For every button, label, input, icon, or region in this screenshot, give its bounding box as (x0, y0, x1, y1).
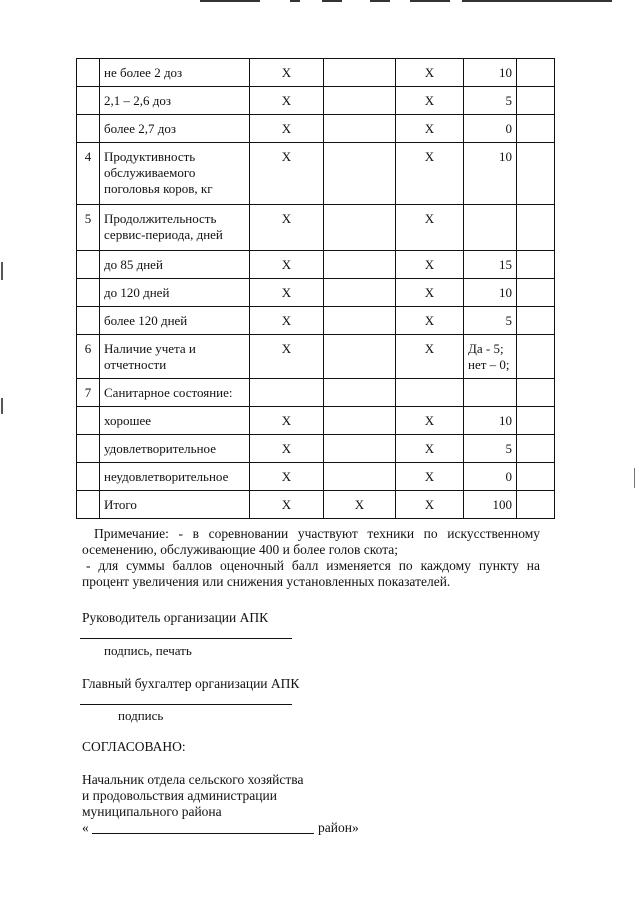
left-scan-mark-2 (1, 398, 3, 414)
mark-col-1 (250, 379, 324, 407)
score-cell: 5 (464, 307, 517, 335)
mark-col-1: Х (250, 251, 324, 279)
score-cell: 10 (464, 279, 517, 307)
mark-col-2 (324, 87, 396, 115)
score-cell: 10 (464, 407, 517, 435)
extra-cell (517, 335, 555, 379)
extra-cell (517, 435, 555, 463)
mark-col-2 (324, 435, 396, 463)
extra-cell (517, 491, 555, 519)
head-signature-line (80, 638, 292, 639)
mark-col-3: Х (396, 463, 464, 491)
score-cell: 10 (464, 143, 517, 205)
approved-heading: СОГЛАСОВАНО: (82, 739, 186, 754)
chief-line-1: Начальник отдела сельского хозяйства (82, 772, 304, 787)
mark-col-3: Х (396, 251, 464, 279)
mark-col-1: Х (250, 407, 324, 435)
open-quote: « (82, 820, 89, 835)
score-cell: 10 (464, 59, 517, 87)
criteria-table (76, 58, 555, 519)
score-cell (464, 379, 517, 407)
row-label: хорошее (100, 407, 250, 435)
mark-col-1: Х (250, 435, 324, 463)
accountant-signature-line (80, 704, 292, 705)
row-label: не более 2 доз (100, 59, 250, 87)
row-number (77, 491, 100, 519)
row-label: неудовлетворительное (100, 463, 250, 491)
mark-col-3: Х (396, 307, 464, 335)
note-line-2: - для суммы баллов оценочный балл изменяется по каждому пункту на процент увеличения или снижения установленных показателей. (82, 558, 540, 589)
chief-line-3: муниципального района (82, 804, 222, 819)
table-row (77, 251, 555, 279)
extra-cell (517, 307, 555, 335)
table-row (77, 379, 555, 407)
mark-col-3: Х (396, 143, 464, 205)
mark-col-1: Х (250, 205, 324, 251)
mark-col-3: Х (396, 491, 464, 519)
table-row (77, 279, 555, 307)
table-row (77, 435, 555, 463)
table-row (77, 491, 555, 519)
score-cell: 0 (464, 463, 517, 491)
mark-col-2 (324, 335, 396, 379)
district-line (92, 833, 314, 834)
mark-col-1: Х (250, 463, 324, 491)
row-label: удовлетворительное (100, 435, 250, 463)
top-scan-mark (200, 0, 620, 3)
mark-col-2 (324, 407, 396, 435)
score-cell: Да - 5; нет – 0; (464, 335, 517, 379)
mark-col-3 (396, 379, 464, 407)
head-caption: подпись, печать (104, 643, 192, 658)
row-label: Продуктивность обслуживаемого поголовья коров, кг (100, 143, 250, 205)
mark-col-2 (324, 251, 396, 279)
note-block (82, 526, 540, 590)
row-number: 5 (77, 205, 100, 251)
mark-col-3: Х (396, 335, 464, 379)
mark-col-2: Х (324, 491, 396, 519)
table-row (77, 143, 555, 205)
row-label: до 85 дней (100, 251, 250, 279)
extra-cell (517, 251, 555, 279)
row-label: более 2,7 доз (100, 115, 250, 143)
mark-col-3: Х (396, 205, 464, 251)
mark-col-3: Х (396, 279, 464, 307)
score-cell: 5 (464, 87, 517, 115)
row-label: 2,1 – 2,6 доз (100, 87, 250, 115)
row-number (77, 463, 100, 491)
mark-col-3: Х (396, 87, 464, 115)
mark-col-2 (324, 143, 396, 205)
table-row (77, 59, 555, 87)
score-cell: 0 (464, 115, 517, 143)
mark-col-2 (324, 463, 396, 491)
row-number (77, 279, 100, 307)
row-number: 4 (77, 143, 100, 205)
mark-col-2 (324, 205, 396, 251)
row-number (77, 251, 100, 279)
row-number: 7 (77, 379, 100, 407)
extra-cell (517, 87, 555, 115)
head-title: Руководитель организации АПК (82, 610, 269, 625)
mark-col-1: Х (250, 491, 324, 519)
note-line-1: Примечание: - в соревновании участвуют техники по искусственному осеменению, обслуживающие 400 и более голов скота; (82, 526, 540, 557)
accountant-caption: подпись (118, 708, 164, 723)
score-cell: 5 (464, 435, 517, 463)
table-row (77, 307, 555, 335)
right-scan-mark (634, 468, 635, 488)
mark-col-2 (324, 115, 396, 143)
score-cell (464, 205, 517, 251)
row-label: Наличие учета и отчетности (100, 335, 250, 379)
mark-col-1: Х (250, 115, 324, 143)
mark-col-3: Х (396, 407, 464, 435)
extra-cell (517, 463, 555, 491)
row-number (77, 435, 100, 463)
row-number (77, 307, 100, 335)
row-label: Итого (100, 491, 250, 519)
mark-col-3: Х (396, 115, 464, 143)
mark-col-2 (324, 279, 396, 307)
chief-line-2: и продовольствия администрации (82, 788, 277, 803)
row-label: до 120 дней (100, 279, 250, 307)
extra-cell (517, 115, 555, 143)
row-number: 6 (77, 335, 100, 379)
table-row (77, 463, 555, 491)
extra-cell (517, 279, 555, 307)
table-row (77, 335, 555, 379)
score-cell: 100 (464, 491, 517, 519)
mark-col-1: Х (250, 335, 324, 379)
row-number (77, 87, 100, 115)
extra-cell (517, 59, 555, 87)
mark-col-3: Х (396, 59, 464, 87)
table-row (77, 407, 555, 435)
district-suffix: район» (318, 820, 359, 835)
row-number (77, 115, 100, 143)
mark-col-1: Х (250, 143, 324, 205)
mark-col-1: Х (250, 279, 324, 307)
mark-col-2 (324, 379, 396, 407)
left-scan-mark-1 (1, 262, 3, 280)
table-row (77, 87, 555, 115)
mark-col-1: Х (250, 59, 324, 87)
row-number (77, 407, 100, 435)
row-label: Санитарное состояние: (100, 379, 250, 407)
row-number (77, 59, 100, 87)
extra-cell (517, 143, 555, 205)
table-row (77, 205, 555, 251)
extra-cell (517, 379, 555, 407)
mark-col-3: Х (396, 435, 464, 463)
row-label: более 120 дней (100, 307, 250, 335)
score-cell: 15 (464, 251, 517, 279)
mark-col-1: Х (250, 87, 324, 115)
accountant-title: Главный бухгалтер организации АПК (82, 676, 300, 691)
table-row (77, 115, 555, 143)
row-label: Продолжительность сервис-периода, дней (100, 205, 250, 251)
extra-cell (517, 205, 555, 251)
mark-col-2 (324, 59, 396, 87)
mark-col-1: Х (250, 307, 324, 335)
extra-cell (517, 407, 555, 435)
mark-col-2 (324, 307, 396, 335)
